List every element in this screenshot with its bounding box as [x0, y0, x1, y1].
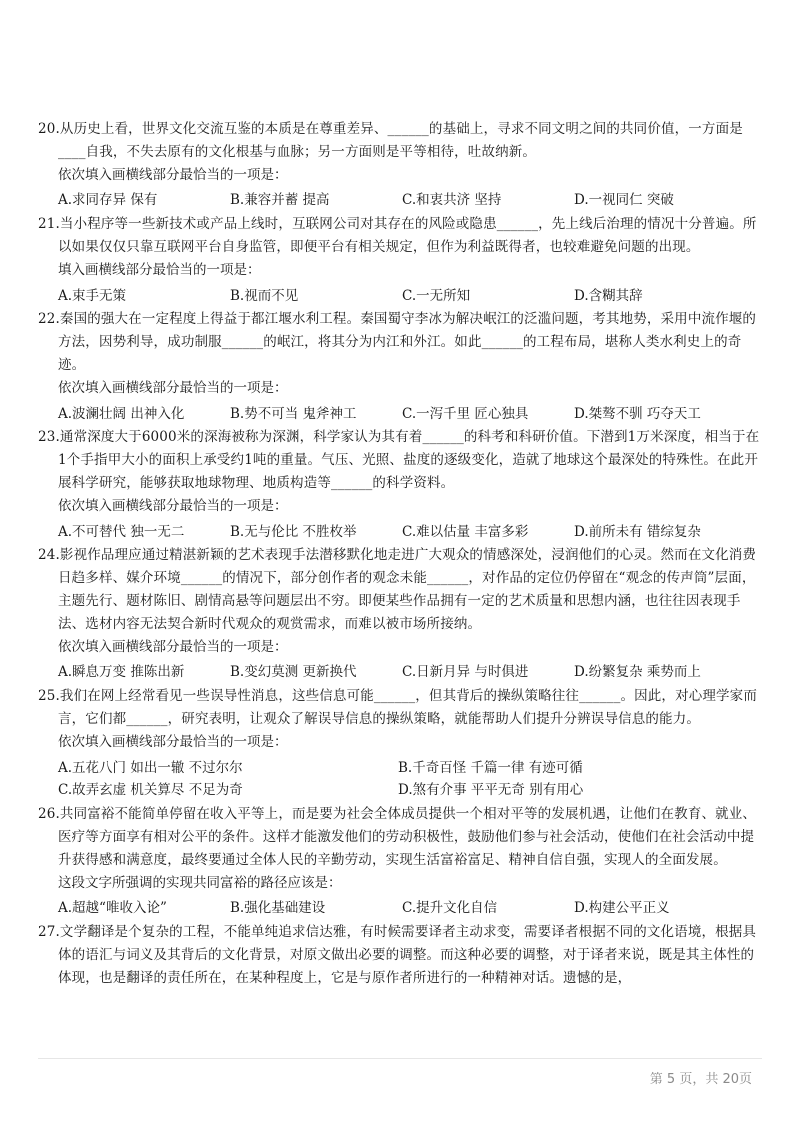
option-b: B.千奇百怪 千篇一律 有迹可循 — [398, 759, 583, 776]
option-c: C.提升文化自信 — [402, 900, 498, 917]
question-prompt: 依次填入画横线部分最恰当的一项是： — [58, 497, 288, 514]
question-prompt: 依次填入画横线部分最恰当的一项是： — [58, 733, 288, 750]
page-number: 第 5 页，共 20页 — [649, 1072, 752, 1087]
question-text: 23.通常深度大于6000米的深海被称为深渊，科学家认为其有着______的科考和科研价值。下潜到1万米深度，相当于在1个手指甲大小的面积上承受约1吨的重量。气压、光照、盐度的逐级变化，造就了地球这个最深处的特殊性。在此开展科学研究，能够获取地球物理、地质构造等______的科学资料。 — [38, 429, 760, 491]
footer-divider — [38, 1058, 762, 1059]
option-list — [38, 661, 762, 684]
option-a: A.五花八门 如出一辙 不过尔尔 — [58, 759, 243, 776]
option-a: A.瞬息万变 推陈出新 — [58, 664, 185, 681]
question-text: 22.秦国的强大在一定程度上得益于都江堰水利工程。秦国蜀守李冰为解决岷江的泛滥问题，考其地势，采用中流作堰的方法，因势利导，成功制服______的岷江，将其分为内江和外江。如此______的工程布局，堪称人类水利史上的奇迹。 — [38, 311, 757, 373]
question-text: 26.共同富裕不能简单停留在收入平等上，而是要为社会全体成员提供一个相对平等的发展机遇，让他们在教育、就业、医疗等方面享有相对公平的条件。这样才能激发他们的劳动积极性，鼓励他们参与社会活动，使他们在社会活动中提升获得感和满意度，最终要通过全体人民的辛勤劳动，实现生活富裕富足、精神自信自强，实现人的全面发展。 — [38, 806, 757, 868]
option-c: C.一泻千里 匠心独具 — [402, 405, 529, 422]
option-c: C.日新月异 与时俱进 — [402, 664, 529, 681]
question-text: 20.从历史上看，世界文化交流互鉴的本质是在尊重差异、______的基础上，寻求不同文明之间的共同价值，一方面是____自我，不失去原有的文化根基与血脉；另一方面则是平等相待，吐故纳新。 — [38, 121, 743, 160]
option-d: D.桀骜不驯 巧夺天工 — [574, 405, 701, 422]
option-list — [38, 403, 762, 426]
question-23 — [38, 426, 762, 543]
option-a: A.束手无策 — [58, 287, 127, 304]
option-d: D.含糊其辞 — [574, 287, 643, 304]
question-prompt: 这段文字所强调的实现共同富裕的路径应该是： — [58, 874, 342, 891]
option-c: C.难以估量 丰富多彩 — [402, 523, 529, 540]
option-a: A.波澜壮阔 出神入化 — [58, 405, 185, 422]
option-d: D.纷繁复杂 乘势而上 — [574, 664, 701, 681]
question-prompt: 依次填入画横线部分最恰当的一项是： — [58, 166, 288, 183]
question-text: 24.影视作品理应通过精湛新颖的艺术表现手法潜移默化地走进广大观众的情感深处，浸润他们的心灵。然而在文化消费日趋多样、媒介环境______的情况下，部分创作者的观念未能______，对作品的定位仍停留在“观念的传声筒”层面，主题先行、题材陈旧、剧情高悬等问题层出不穷。即便某些作品拥有一定的艺术质量和思想内涵，也往往因表现手法、选材内容无法契合新时代观众的观赏需求，而难以被市场所接纳。 — [38, 547, 757, 632]
option-c: C.一无所知 — [402, 287, 471, 304]
question-prompt: 依次填入画横线部分最恰当的一项是： — [58, 638, 288, 655]
exam-page — [38, 118, 762, 990]
question-26 — [38, 803, 762, 920]
option-b: B.变幻莫测 更新换代 — [230, 664, 357, 681]
question-text: 25.我们在网上经常看见一些误导性消息，这些信息可能______，但其背后的操纵策略往往______。因此，对心理学家而言，它们都______，研究表明，让观众了解误导信息的操纵策略，就能帮助人们提升分辨误导信息的能力。 — [38, 688, 757, 727]
question-27 — [38, 921, 762, 989]
option-c: C.故弄玄虚 机关算尽 不足为奇 — [58, 782, 243, 799]
option-c: C.和衷共济 坚持 — [402, 192, 502, 209]
question-24 — [38, 544, 762, 684]
option-b: B.视而不见 — [230, 287, 299, 304]
question-text: 27.文学翻译是个复杂的工程，不能单纯追求信达雅，有时候需要译者主动求变，需要译者根据不同的文化语境，根据具体的语汇与词义及其背后的文化背景，对原文做出必要的调整。而这种必要的调整，对于译者来说，既是其主体性的体现，也是翻译的责任所在，在某种程度上，它是与原作者所进行的一种精神对话。遗憾的是， — [38, 924, 757, 986]
option-list — [38, 285, 762, 308]
option-b: B.无与伦比 不胜枚举 — [230, 523, 357, 540]
option-d: D.构建公平正义 — [574, 900, 670, 917]
option-b: B.兼容并蓄 提高 — [230, 192, 330, 209]
option-d: D.前所未有 错综复杂 — [574, 523, 701, 540]
option-list — [38, 897, 762, 920]
option-a: A.求同存异 保有 — [58, 192, 158, 209]
option-a: A.不可替代 独一无二 — [58, 523, 185, 540]
option-b: B.强化基础建设 — [230, 900, 326, 917]
question-22 — [38, 308, 762, 425]
option-b: B.势不可当 鬼斧神工 — [230, 405, 357, 422]
question-prompt: 填入画横线部分最恰当的一项是： — [58, 261, 261, 278]
question-21 — [38, 213, 762, 307]
question-25 — [38, 685, 762, 802]
option-d: D.一视同仁 突破 — [574, 192, 674, 209]
option-d: D.煞有介事 平平无奇 别有用心 — [398, 782, 584, 799]
question-prompt: 依次填入画横线部分最恰当的一项是： — [58, 379, 288, 396]
option-list — [38, 189, 762, 212]
question-20 — [38, 118, 762, 212]
option-a: A.超越“唯收入论” — [58, 900, 167, 917]
question-text: 21.当小程序等一些新技术或产品上线时，互联网公司对其存在的风险或隐患______，先上线后治理的情况十分普遍。所以如果仅仅只靠互联网平台自身监管，即便平台有相关规定，但作为利益既得者，也较难避免问题的出现。 — [38, 216, 757, 255]
option-list — [38, 757, 762, 803]
option-list — [38, 521, 762, 544]
